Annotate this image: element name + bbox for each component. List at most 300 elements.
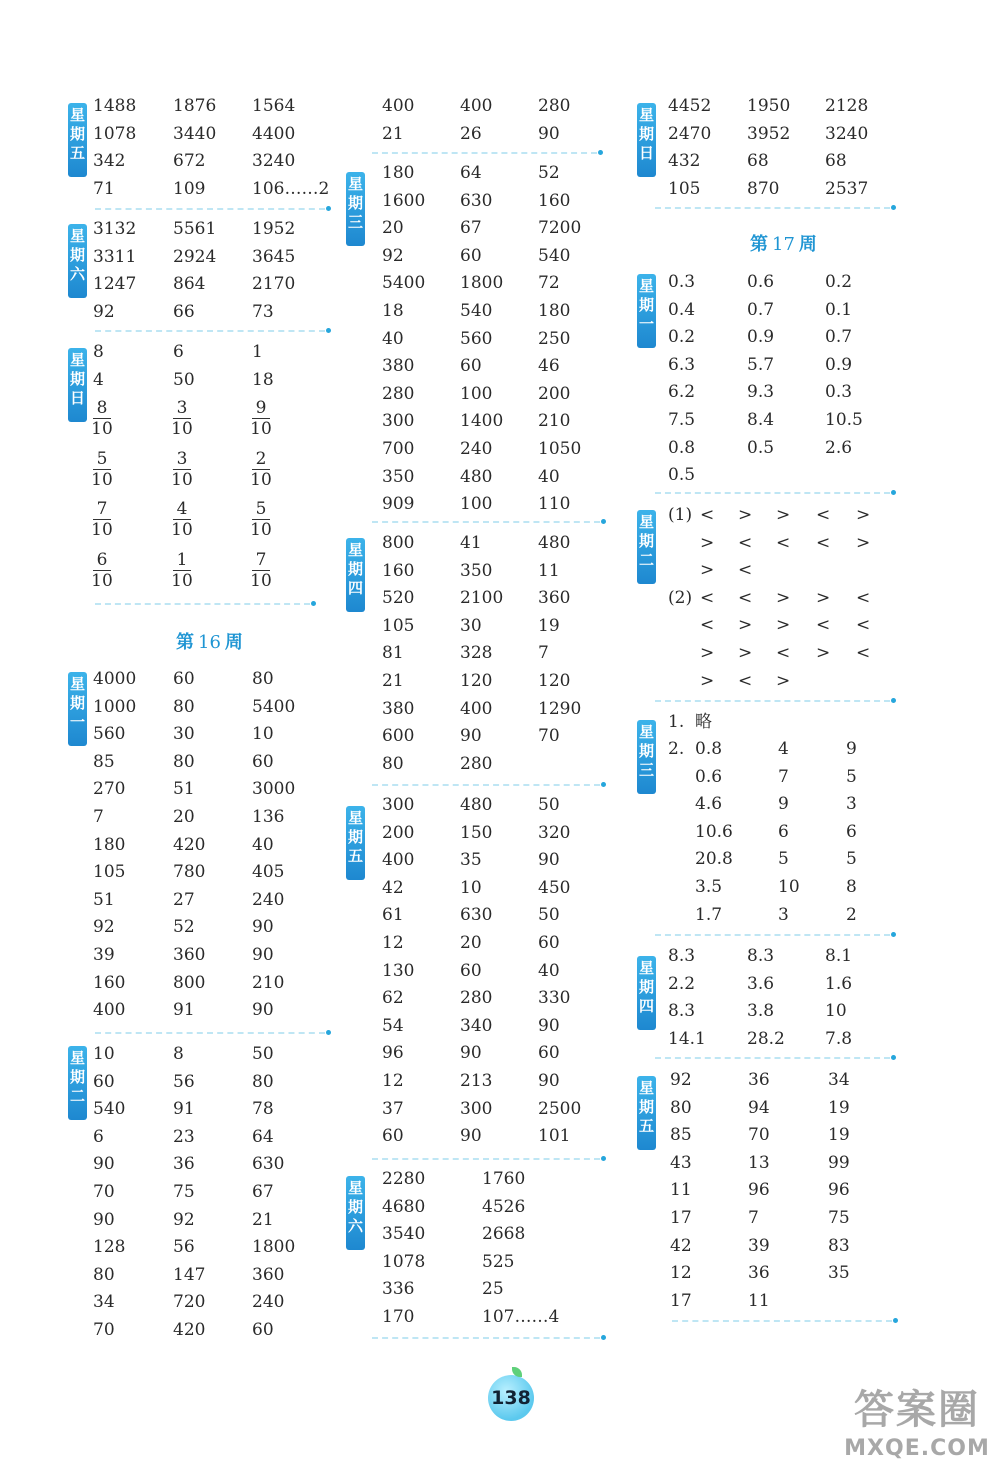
answer-value: 60 (382, 1126, 404, 1147)
fraction-numerator: 5 (96, 448, 108, 469)
answer-value: 0.7 (747, 299, 775, 320)
fraction-denominator: 10 (250, 419, 272, 439)
answer-value: 80 (173, 751, 195, 772)
section-divider (655, 934, 890, 936)
day-tag (637, 510, 656, 584)
answer-value: 5 (778, 849, 789, 870)
answer-value: 8 (93, 342, 104, 362)
answer-value: 39 (748, 1235, 770, 1256)
answer-value: < (700, 615, 715, 636)
answer-value: (1) (668, 505, 693, 525)
answer-value: 6.3 (668, 354, 696, 375)
answer-value: 1078 (382, 1251, 426, 1272)
answer-value: 90 (460, 1043, 482, 1064)
answer-value: 23 (173, 1126, 195, 1147)
answer-value: 96 (828, 1180, 850, 1201)
answer-value: 540 (460, 301, 493, 321)
day-tag-char: 期 (638, 532, 654, 550)
answer-value: 107……4 (482, 1307, 560, 1327)
section-divider (95, 603, 310, 605)
answer-value: 800 (382, 533, 415, 553)
answer-value: 11 (538, 560, 560, 581)
answer-value: 72 (538, 273, 560, 294)
answer-value: < (738, 587, 753, 608)
answer-value: 90 (252, 945, 274, 965)
answer-value: 20 (173, 807, 195, 827)
answer-value: 60 (460, 960, 482, 981)
answer-value: 36 (173, 1154, 195, 1175)
answer-value: 4452 (668, 96, 712, 116)
answer-value: 2537 (825, 178, 869, 199)
answer-value: 37 (382, 1098, 404, 1119)
answer-value: < (856, 615, 871, 636)
day-tag (637, 103, 656, 177)
answer-value: 12 (670, 1263, 692, 1284)
day-tag (346, 1176, 365, 1250)
day-tag-char: 四 (347, 579, 363, 597)
watermark-line2: MXQE.COM (844, 1436, 990, 1461)
answer-value: 300 (382, 411, 415, 432)
answer-value: 83 (828, 1235, 850, 1256)
answer-value: > (700, 560, 715, 581)
answer-value: 7 (778, 766, 789, 787)
answer-value: 90 (93, 1209, 115, 1230)
answer-value: 400 (93, 1000, 126, 1021)
answer-value: 1 (252, 342, 263, 362)
section-divider (95, 1032, 325, 1034)
fraction-denominator: 10 (171, 469, 193, 490)
answer-value: 280 (382, 383, 415, 404)
day-tag-char: 二 (69, 1087, 85, 1105)
answer-value: 43 (670, 1152, 692, 1173)
answer-value: 210 (252, 972, 285, 993)
day-tag (637, 1076, 656, 1150)
answer-value: > (776, 587, 791, 608)
answer-value: 70 (93, 1182, 115, 1202)
answer-value: 80 (93, 1264, 115, 1285)
answer-value: 64 (460, 163, 482, 183)
answer-value: 336 (382, 1279, 415, 1300)
fraction (171, 550, 193, 591)
answer-value: 130 (382, 960, 415, 981)
answer-value: > (738, 615, 753, 636)
answer-value: 213 (460, 1071, 493, 1091)
answer-value: 92 (670, 1070, 692, 1090)
answer-value: 870 (747, 178, 780, 199)
fraction-numerator: 9 (255, 398, 267, 418)
fraction (250, 398, 272, 439)
answer-value: 120 (538, 671, 571, 691)
day-tag-char: 四 (638, 997, 654, 1015)
fraction-numerator: 1 (176, 549, 188, 570)
fraction-denominator: 10 (250, 570, 272, 591)
day-tag-char: 星 (638, 277, 654, 295)
answer-value: 52 (538, 163, 560, 183)
answer-value: 71 (93, 178, 115, 199)
answer-value: 90 (538, 850, 560, 871)
answer-value: 300 (460, 1098, 493, 1119)
answer-value: 19 (828, 1097, 850, 1118)
answer-value: 8.4 (747, 410, 775, 430)
answer-value: 96 (382, 1043, 404, 1064)
fraction-denominator: 10 (250, 469, 272, 490)
answer-value: 94 (748, 1097, 770, 1118)
answer-value: 92 (173, 1209, 195, 1230)
answer-value: 6 (93, 1126, 104, 1147)
day-tag (637, 720, 656, 794)
answer-value: 61 (382, 905, 404, 926)
answer-value: 800 (173, 972, 206, 993)
answer-value: 630 (460, 905, 493, 926)
answer-value: 85 (93, 751, 115, 772)
answer-value: 540 (93, 1099, 126, 1120)
fraction-denominator: 10 (171, 520, 193, 540)
answer-value: 300 (382, 795, 415, 815)
answer-value: 70 (538, 726, 560, 747)
answer-value: 9.3 (747, 382, 775, 403)
answer-value: 60 (538, 1043, 560, 1064)
answer-value: 1078 (93, 123, 137, 144)
answer-value: 400 (382, 96, 415, 116)
answer-value: 105 (382, 615, 415, 636)
answer-value: 21 (382, 123, 404, 144)
answer-value: 3.5 (695, 877, 723, 897)
answer-value: 40 (538, 466, 560, 487)
answer-value: 3240 (825, 123, 869, 144)
answer-value: 3440 (173, 123, 217, 144)
answer-value: 0.2 (825, 272, 853, 292)
page-number: 138 (488, 1375, 534, 1421)
fraction-denominator: 10 (91, 469, 113, 490)
fraction (250, 550, 272, 591)
section-divider (372, 1337, 600, 1339)
answer-value: 340 (460, 1015, 493, 1036)
day-tag-char: 一 (69, 713, 85, 731)
answer-value: 92 (93, 301, 115, 322)
answer-value: 20 (460, 933, 482, 953)
day-tag-char: 期 (638, 742, 654, 760)
answer-value: 170 (382, 1307, 415, 1327)
answer-value: 147 (173, 1264, 206, 1285)
day-tag-char: 星 (638, 723, 654, 741)
answer-value: 280 (538, 96, 571, 116)
answer-value: 180 (93, 834, 126, 855)
answer-value: 50 (252, 1044, 274, 1064)
answer-value: 略 (695, 712, 712, 732)
answer-value: 21 (382, 671, 404, 691)
day-tag-char: 日 (69, 389, 85, 407)
fraction-numerator: 2 (255, 448, 267, 469)
fraction-numerator: 8 (96, 398, 108, 418)
day-tag-char: 期 (69, 246, 85, 264)
answer-value: < (816, 615, 831, 636)
answer-value: 0.6 (695, 766, 723, 787)
day-tag (68, 1046, 87, 1120)
answer-value: 62 (382, 988, 404, 1009)
answer-value: 10.5 (825, 410, 863, 430)
answer-value: 1000 (93, 696, 137, 717)
answer-value: 75 (828, 1208, 850, 1228)
answer-value: 5 (846, 766, 857, 787)
answer-value: 360 (538, 588, 571, 609)
answer-value: 60 (460, 356, 482, 377)
answer-value: 350 (382, 466, 415, 487)
answer-value: 2280 (382, 1169, 426, 1189)
day-tag-char: 星 (638, 1079, 654, 1097)
answer-value: 1876 (173, 96, 217, 116)
answer-value: 67 (460, 218, 482, 239)
fraction-numerator: 7 (255, 549, 267, 570)
answer-value: 10 (252, 724, 274, 745)
answer-value: 328 (460, 643, 493, 664)
answer-value: 0.5 (668, 465, 696, 486)
answer-value: 66 (173, 301, 195, 322)
answer-value: 8.3 (747, 946, 775, 966)
answer-value: 672 (173, 151, 206, 172)
week-heading (750, 230, 817, 256)
answer-value: 39 (93, 945, 115, 965)
answer-value: < (738, 560, 753, 581)
answer-value: 5 (846, 849, 857, 870)
day-tag-char: 期 (347, 194, 363, 212)
day-tag-char: 期 (638, 978, 654, 996)
answer-value: 342 (93, 151, 126, 172)
answer-value: 90 (252, 917, 274, 938)
answer-value: 3 (846, 794, 857, 815)
answer-value: 420 (173, 1320, 206, 1340)
answer-value: 4680 (382, 1196, 426, 1217)
answer-value: 3240 (252, 151, 296, 172)
answer-value: 12 (382, 933, 404, 953)
answer-value: 42 (382, 877, 404, 898)
answer-value: 35 (460, 850, 482, 871)
fraction (91, 499, 113, 540)
answer-value: 210 (538, 411, 571, 432)
day-tag (68, 103, 87, 177)
fraction-denominator: 10 (250, 520, 272, 540)
answer-value: 7.8 (825, 1028, 853, 1049)
answer-value: < (738, 532, 753, 553)
answer-value: 105 (93, 862, 126, 883)
answer-value: 50 (538, 905, 560, 926)
answer-value: 68 (747, 151, 769, 172)
answer-value: 7 (538, 643, 549, 664)
answer-value: 560 (93, 724, 126, 745)
day-tag-char: 五 (638, 1117, 654, 1135)
answer-value: 3 (778, 904, 789, 925)
answer-value: 380 (382, 356, 415, 377)
answer-value: 100 (460, 494, 493, 515)
answer-value: 280 (460, 988, 493, 1009)
answer-value: 18 (252, 369, 274, 390)
fraction (171, 499, 193, 540)
answer-value: 26 (460, 123, 482, 144)
section-divider (655, 1057, 890, 1059)
answer-value: 105 (668, 178, 701, 199)
answer-value: 7.5 (668, 410, 696, 430)
day-tag (346, 806, 365, 880)
answer-value: 52 (173, 917, 195, 938)
day-tag (346, 538, 365, 612)
answer-value: 2 (846, 904, 857, 925)
day-tag-char: 星 (69, 227, 85, 245)
answer-value: 5400 (382, 273, 426, 294)
answer-value: 0.2 (668, 327, 696, 348)
fraction (250, 499, 272, 540)
answer-value: > (738, 505, 753, 525)
answer-value: 128 (93, 1237, 126, 1258)
answer-value: 1.7 (695, 904, 723, 925)
day-tag-char: 星 (347, 175, 363, 193)
fraction (91, 550, 113, 591)
answer-value: 106……2 (252, 178, 330, 199)
answer-value: 0.4 (668, 299, 696, 320)
answer-value: 1.6 (825, 973, 853, 994)
answer-value: 92 (93, 917, 115, 938)
fraction (250, 449, 272, 490)
answer-value: 909 (382, 494, 415, 515)
answer-value: 90 (252, 1000, 274, 1021)
answer-value: 320 (538, 822, 571, 843)
day-tag-char: 六 (347, 1217, 363, 1235)
day-tag-char: 期 (347, 828, 363, 846)
answer-value: 20 (382, 218, 404, 239)
answer-value: 35 (828, 1263, 850, 1284)
answer-value: 5400 (252, 696, 296, 717)
answer-value: 3645 (252, 246, 296, 267)
day-tag-char: 日 (638, 144, 654, 162)
answer-value: 120 (460, 671, 493, 691)
fraction-denominator: 10 (91, 570, 113, 591)
answer-value: 6 (846, 821, 857, 842)
answer-value: 8.1 (825, 946, 853, 966)
answer-value: 42 (670, 1235, 692, 1256)
answer-value: 160 (382, 560, 415, 581)
answer-value: 2.2 (668, 973, 696, 994)
week-label-post: 周 (224, 632, 243, 653)
answer-value: 4400 (252, 123, 296, 144)
answer-value: 80 (252, 669, 274, 689)
day-tag-char: 星 (69, 675, 85, 693)
answer-value: 400 (460, 698, 493, 719)
fraction-denominator: 10 (91, 520, 113, 540)
answer-value: 40 (252, 834, 274, 855)
answer-value: 109 (173, 178, 206, 199)
answer-value: 180 (382, 163, 415, 183)
answer-value: 56 (173, 1237, 195, 1258)
answer-value: 110 (538, 494, 571, 515)
answer-value: 8.3 (668, 1001, 696, 1022)
answer-value: 540 (538, 245, 571, 266)
answer-value: 6 (173, 342, 184, 362)
answer-value: 330 (538, 988, 571, 1009)
answer-value: 2100 (460, 588, 504, 609)
answer-value: 780 (173, 862, 206, 883)
answer-value: 60 (252, 1320, 274, 1340)
answer-value: 40 (382, 328, 404, 349)
section-divider (95, 330, 325, 332)
answer-value: 630 (252, 1154, 285, 1175)
answer-value: 7 (748, 1208, 759, 1228)
answer-value: 380 (382, 698, 415, 719)
answer-value: 90 (538, 1071, 560, 1091)
answer-value: 864 (173, 274, 206, 295)
answer-value: 432 (668, 151, 701, 172)
day-tag-char: 期 (69, 125, 85, 143)
answer-value: 0.8 (668, 437, 696, 458)
answer-value: 9 (778, 794, 789, 815)
answer-value: 80 (173, 696, 195, 717)
answer-value: 20.8 (695, 849, 733, 870)
day-tag-char: 星 (638, 513, 654, 531)
watermark (842, 1384, 992, 1474)
day-tag-char: 期 (69, 694, 85, 712)
answer-value: 50 (173, 369, 195, 390)
answer-value: 1760 (482, 1169, 526, 1189)
answer-value: 64 (252, 1126, 274, 1147)
day-tag (346, 172, 365, 246)
answer-value: 1950 (747, 96, 791, 116)
answer-value: 60 (538, 933, 560, 953)
day-tag-char: 期 (638, 125, 654, 143)
day-tag-char: 期 (347, 1198, 363, 1216)
answer-value: 34 (93, 1292, 115, 1313)
answer-value: 0.5 (747, 437, 775, 458)
answer-value: 8 (846, 877, 857, 897)
section-divider (372, 521, 600, 523)
answer-value: 480 (460, 466, 493, 487)
answer-value: 240 (460, 439, 493, 459)
answer-value: 90 (538, 123, 560, 144)
answer-value: 0.7 (825, 327, 853, 348)
answer-value: 91 (173, 1099, 195, 1120)
answer-value: 19 (828, 1125, 850, 1146)
fraction-numerator: 5 (255, 499, 267, 519)
fraction (171, 398, 193, 439)
answer-value: 18 (382, 301, 404, 321)
answer-value: 60 (460, 245, 482, 266)
answer-value: 73 (252, 301, 274, 322)
answer-value: 280 (460, 753, 493, 774)
week-heading (176, 628, 243, 654)
answer-value: 11 (748, 1290, 770, 1311)
answer-value: 0.9 (747, 327, 775, 348)
answer-value: 56 (173, 1071, 195, 1092)
answer-value: 0.9 (825, 354, 853, 375)
answer-value: 720 (173, 1292, 206, 1313)
answer-value: 2500 (538, 1098, 582, 1119)
answer-value: 1800 (460, 273, 504, 294)
section-divider (655, 700, 890, 702)
answer-value: 90 (460, 1126, 482, 1147)
day-tag-char: 星 (347, 809, 363, 827)
answer-value: 46 (538, 356, 560, 377)
answer-value: 2924 (173, 246, 217, 267)
answer-value: 80 (670, 1097, 692, 1118)
answer-value: 1247 (93, 274, 137, 295)
answer-value: 25 (482, 1279, 504, 1300)
fraction (91, 449, 113, 490)
answer-value: 1400 (460, 411, 504, 432)
answer-value: 0.8 (695, 739, 723, 759)
day-tag-char: 期 (638, 296, 654, 314)
answer-value: 92 (382, 245, 404, 266)
answer-value: 240 (252, 889, 285, 910)
answer-value: < (776, 643, 791, 663)
day-tag (68, 224, 87, 298)
answer-value: 14.1 (668, 1028, 706, 1049)
answer-value: 68 (825, 151, 847, 172)
